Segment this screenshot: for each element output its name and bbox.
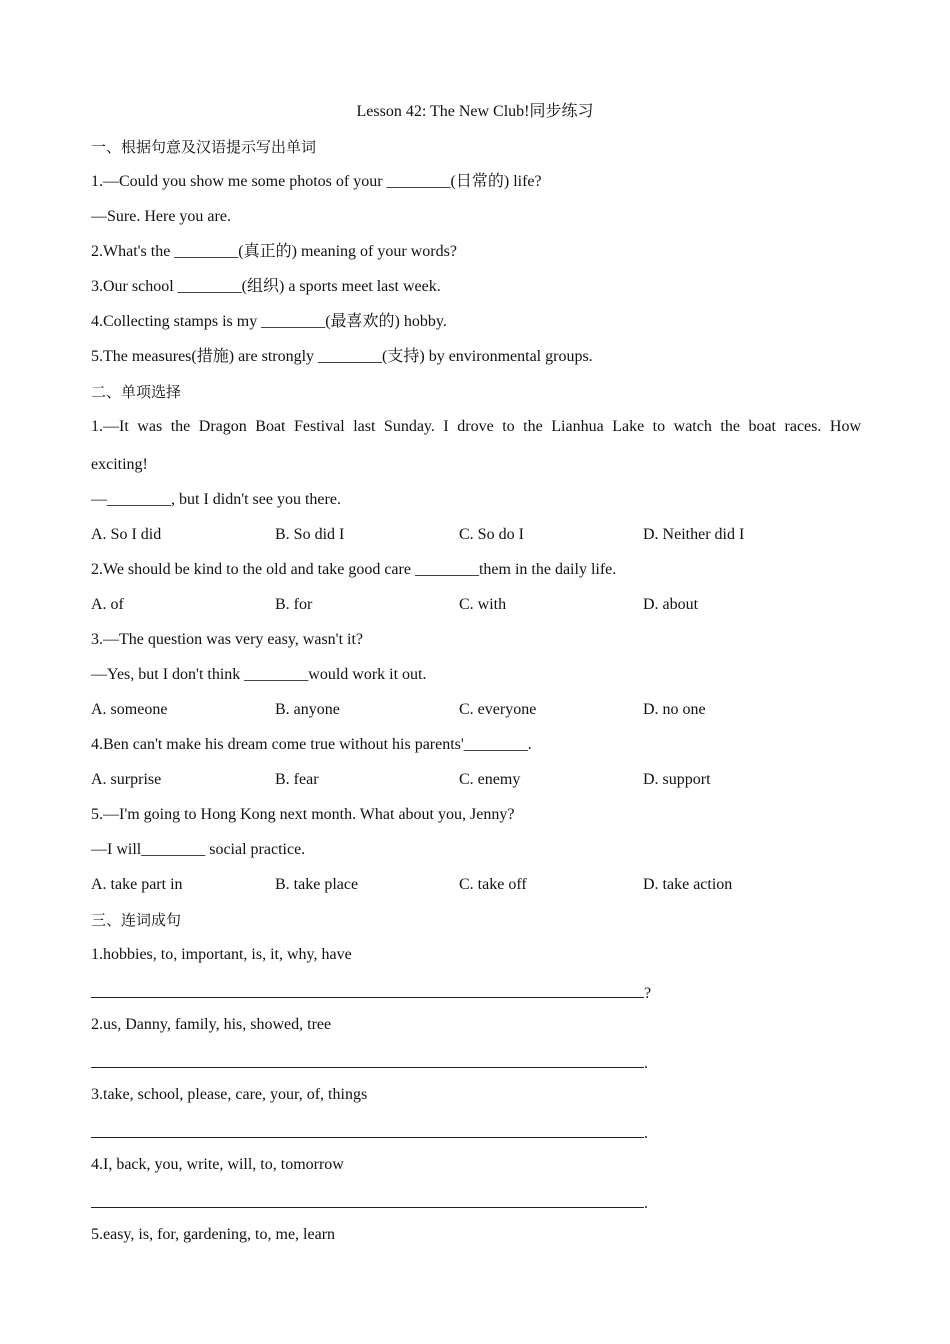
section3-question-1-words: 1.hobbies, to, important, is, it, why, have: [91, 946, 352, 963]
answer-blank-line[interactable]: [91, 1119, 644, 1138]
option-d: D. about: [643, 596, 699, 613]
option-a: A. surprise: [91, 771, 162, 788]
option-d: D. support: [643, 771, 711, 788]
option-d: D. no one: [643, 701, 706, 718]
sentence-end-mark: .: [644, 1125, 648, 1142]
option-a: A. of: [91, 596, 124, 613]
option-c: C. everyone: [459, 701, 537, 718]
section2-question-5-options: [91, 874, 861, 909]
option-c: C. with: [459, 596, 507, 613]
section2-question-2-options: [91, 594, 861, 629]
sentence-end-mark: ?: [644, 985, 652, 1002]
option-b: B. fear: [275, 771, 319, 788]
option-b: B. for: [275, 596, 313, 613]
option-c: C. So do I: [459, 526, 524, 543]
sentence-end-mark: .: [644, 1195, 648, 1212]
section3-question-3-answer: [91, 1119, 861, 1154]
worksheet-content: [91, 136, 861, 1259]
sentence-end-mark: .: [644, 1055, 648, 1072]
option-b: B. take place: [275, 876, 359, 893]
section2-question-3-reply: —Yes, but I don't think ________would work it out.: [91, 666, 427, 683]
section1-question-3: 3.Our school ________(组织) a sports meet last week.: [91, 278, 441, 295]
section3-question-2-words: 2.us, Danny, family, his, showed, tree: [91, 1016, 332, 1033]
section2-question-3-options: [91, 699, 861, 734]
section2-question-4-options: [91, 769, 861, 804]
option-a: A. So I did: [91, 526, 162, 543]
section2-question-4-stem: 4.Ben can't make his dream come true without his parents'________.: [91, 736, 532, 753]
section2-question-2-stem: 2.We should be kind to the old and take good care ________them in the daily life.: [91, 561, 617, 578]
option-b: B. anyone: [275, 701, 340, 718]
section2-question-1-options: [91, 524, 861, 559]
section1-question-2: 2.What's the ________(真正的) meaning of your words?: [91, 243, 457, 260]
answer-blank-line[interactable]: [91, 1189, 644, 1208]
option-d: D. Neither did I: [643, 526, 745, 543]
page-title: Lesson 42: The New Club!同步练习: [356, 103, 594, 120]
section1-heading: 一、根据句意及汉语提示写出单词: [91, 138, 317, 156]
section3-heading: 三、连词成句: [91, 911, 182, 929]
section3-question-4-answer: [91, 1189, 861, 1224]
option-b: B. So did I: [275, 526, 345, 543]
section1-question-1-reply: —Sure. Here you are.: [91, 208, 231, 225]
option-d: D. take action: [643, 876, 733, 893]
section3-question-3-words: 3.take, school, please, care, your, of, things: [91, 1086, 368, 1103]
section2-question-1-stem-cont: exciting!: [91, 456, 148, 473]
answer-blank-line[interactable]: [91, 979, 644, 998]
section3-question-2-answer: [91, 1049, 861, 1084]
section1-question-1: 1.—Could you show me some photos of your ________(日常的) life?: [91, 173, 542, 190]
section2-heading: 二、单项选择: [91, 383, 182, 401]
option-c: C. take off: [459, 876, 527, 893]
option-a: A. take part in: [91, 876, 183, 893]
section2-question-1-reply: —________, but I didn't see you there.: [91, 491, 341, 508]
section2-question-1-stem: 1.—It was the Dragon Boat Festival last Sunday. I drove to the Lianhua Lake to watch the boat races. How: [91, 418, 861, 435]
option-a: A. someone: [91, 701, 168, 718]
answer-blank-line[interactable]: [91, 1049, 644, 1068]
section1-question-4: 4.Collecting stamps is my ________(最喜欢的) hobby.: [91, 313, 447, 330]
section3-question-5-words: 5.easy, is, for, gardening, to, me, learn: [91, 1226, 336, 1243]
section2-question-5-stem: 5.—I'm going to Hong Kong next month. What about you, Jenny?: [91, 806, 515, 823]
section2-question-3-stem: 3.—The question was very easy, wasn't it?: [91, 631, 363, 648]
option-c: C. enemy: [459, 771, 521, 788]
section3-question-4-words: 4.I, back, you, write, will, to, tomorrow: [91, 1156, 344, 1173]
section3-question-1-answer: [91, 979, 861, 1014]
section1-question-5: 5.The measures(措施) are strongly ________(支持) by environmental groups.: [91, 348, 593, 365]
section2-question-5-reply: —I will________ social practice.: [91, 841, 306, 858]
